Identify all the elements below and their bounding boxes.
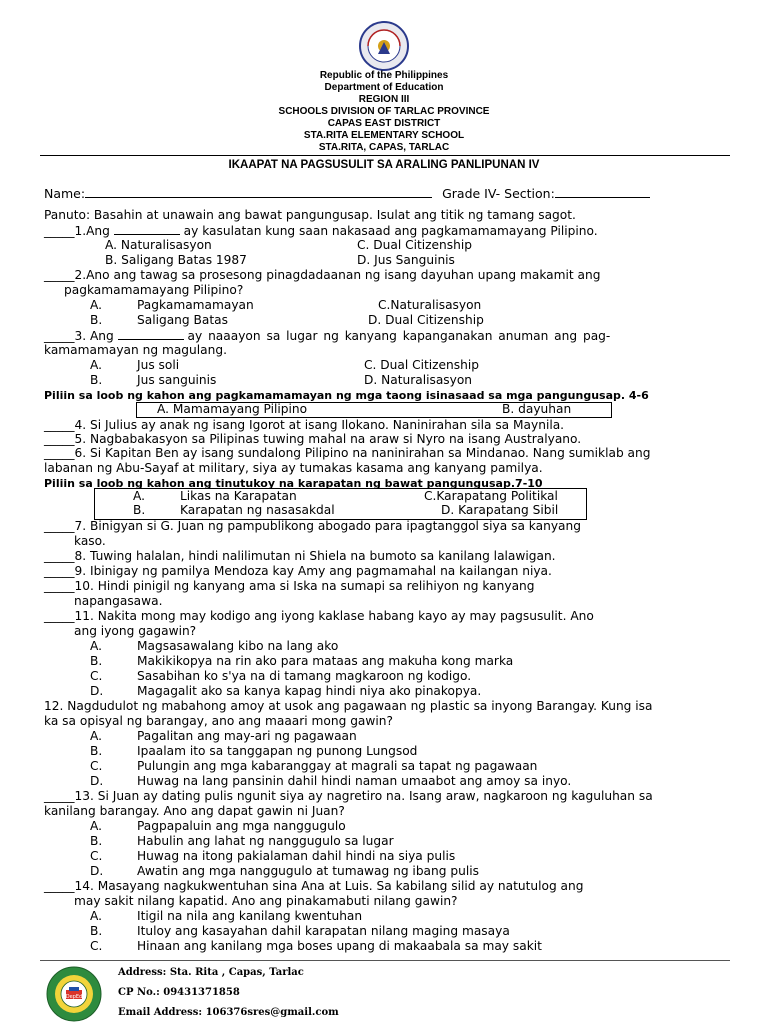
- q1-option-b: B. Saligang Batas 1987: [105, 253, 247, 267]
- q3-option-d: D. Naturalisasyon: [364, 373, 473, 387]
- school-logo-text: DepEd: [65, 994, 83, 1000]
- q12-option-b: Ipaalam ito sa tanggapan ng punong Lungsod: [137, 744, 418, 758]
- q3-stem-line2: kamamamayan ng magulang.: [44, 343, 227, 357]
- header-line-3: REGION III: [358, 94, 410, 105]
- instructions: Panuto: Basahin at unawain ang bawat pangungusap. Isulat ang titik ng tamang sagot.: [44, 208, 576, 222]
- q3-option-a: Jus soli: [137, 358, 180, 372]
- deped-seal: [358, 20, 410, 72]
- header-line-7: STA.RITA, CAPAS, TARLAC: [318, 142, 450, 153]
- q12-stem-line1: 12. Nagdudulot ng mabahong amoy at usok ang pagawaan ng plastic sa inyong Barangay. Kung isa: [44, 699, 653, 713]
- q13-option-a: Pagpapaluin ang mga nanggugulo: [137, 819, 346, 833]
- q3-option-b: Jus sanguinis: [137, 373, 217, 387]
- q11-option-a: Magsasawalang kibo na lang ako: [137, 639, 339, 653]
- footer-email-label: Email Address:: [118, 1007, 203, 1018]
- q12-option-a: Pagalitan ang may-ari ng pagawaan: [137, 729, 357, 743]
- q12-option-a-letter: A.: [90, 729, 102, 743]
- q11-option-d: Magagalit ako sa kanya kapag hindi niya ako pinakopya.: [137, 684, 482, 698]
- q14-option-c-letter: C.: [90, 939, 103, 953]
- q13-option-c: Huwag na itong pakialaman dahil hindi na siya pulis: [137, 849, 456, 863]
- q11-option-b: Makikikopya na rin ako para mataas ang makuha kong marka: [137, 654, 514, 668]
- q13-option-d-letter: D.: [90, 864, 104, 878]
- footer-address: [118, 967, 304, 978]
- q13-option-b: Habulin ang lahat ng nanggugulo sa lugar: [137, 834, 394, 848]
- q12-option-c: Pulungin ang mga kabaranggay at magrali sa tapat ng pagawaan: [137, 759, 538, 773]
- q14-stem-line1: _____14. Masayang nagkukwentuhan sina Ana at Luis. Sa kabilang silid ay natutulog ang: [44, 879, 584, 893]
- footer-cp-value: 09431371858: [163, 987, 240, 998]
- footer-email: [118, 1007, 339, 1018]
- footer-email-value[interactable]: 106376sres@gmail.com: [205, 1007, 339, 1018]
- q12-option-d-letter: D.: [90, 774, 104, 788]
- q9-text: _____9. Ibinigay ng pamilya Mendoza kay Amy ang pagmamahal na kailangan niya.: [44, 564, 552, 578]
- q8-text: _____8. Tuwing halalan, hindi nalilimutan ni Shiela na bumoto sa kanilang lalawigan.: [44, 549, 556, 563]
- q6-text-line1: _____6. Si Kapitan Ben ay isang sundalong Pilipino na naninirahan sa Mindanao. Nang sumiklab ang: [44, 446, 651, 460]
- q2-option-b: Saligang Batas: [137, 313, 228, 327]
- section3-choice-d: D. Karapatang Sibil: [441, 503, 559, 517]
- header-line-6: STA.RITA ELEMENTARY SCHOOL: [303, 130, 465, 141]
- footer-cp-label: CP No.:: [118, 987, 160, 998]
- header-line-5: CAPAS EAST DISTRICT: [327, 118, 441, 129]
- q10-text-line1: _____10. Hindi pinigil ng kanyang ama si Iska na sumapi sa relihiyon ng kanyang: [44, 579, 535, 593]
- q12-option-b-letter: B.: [90, 744, 103, 758]
- q11-option-c: Sasabihan ko s'ya na di tamang magkaroon ng kodigo.: [137, 669, 472, 683]
- q3-option-b-letter: B.: [90, 373, 103, 387]
- name-row: [44, 186, 650, 201]
- q1-option-c: C. Dual Citizenship: [357, 238, 472, 252]
- q11-stem-line2: ang iyong gagawin?: [74, 624, 197, 638]
- q1-text: ay kasulatan kung saan nakasaad ang pagkamamamayang Pilipino.: [183, 224, 598, 238]
- q2-stem-line1: _____2.Ano ang tawag sa prosesong pinagdadaanan ng isang dayuhan upang makamit ang: [44, 268, 601, 282]
- name-field[interactable]: [85, 186, 432, 198]
- q14-option-a: Itigil na nila ang kanilang kwentuhan: [137, 909, 363, 923]
- q11-option-a-letter: A.: [90, 639, 102, 653]
- q7-text-line1: _____7. Binigyan si G. Juan ng pampublikong abogado para ipagtanggol siya sa kanyang: [44, 519, 581, 533]
- q14-option-b-letter: B.: [90, 924, 103, 938]
- q2-stem-line2: pagkamamamayang Pilipino?: [64, 283, 244, 297]
- q12-stem-line2: ka sa opisyal ng barangay, ano ang maaari mong gawin?: [44, 714, 393, 728]
- section3-choice-b-letter: B.: [133, 503, 146, 517]
- section2-choice-b: B. dayuhan: [502, 402, 572, 416]
- q10-text-line2: napangasawa.: [74, 594, 163, 608]
- q2-option-b-letter: B.: [90, 313, 103, 327]
- header-line-4: SCHOOLS DIVISION OF TARLAC PROVINCE: [278, 106, 490, 117]
- section2-choice-a: A. Mamamayang Pilipino: [157, 402, 308, 416]
- q14-stem-line2: may sakit nilang kapatid. Ano ang pinakamabuti nilang gawin?: [74, 894, 458, 908]
- q13-option-a-letter: A.: [90, 819, 102, 833]
- footer-address-label: Address:: [118, 967, 167, 978]
- section3-instruction: Piliin sa loob ng kahon ang tinutukoy na karapatan ng bawat pangungusap.7-10: [44, 477, 543, 490]
- school-logo-icon: [46, 966, 102, 1022]
- q3-stem: [44, 328, 610, 344]
- q1-number: _____1.Ang: [44, 224, 110, 238]
- q1-option-a: A. Naturalisasyon: [105, 238, 212, 252]
- q7-text-line2: kaso.: [74, 534, 106, 548]
- q14-option-c: Hinaan ang kanilang mga boses upang di makaabala sa may sakit: [137, 939, 542, 953]
- q2-option-a: Pagkamamamayan: [137, 298, 254, 312]
- q1-option-d: D. Jus Sanguinis: [357, 253, 455, 267]
- footer-address-value: Sta. Rita , Capas, Tarlac: [169, 967, 304, 978]
- q13-option-b-letter: B.: [90, 834, 103, 848]
- q3-option-a-letter: A.: [90, 358, 102, 372]
- q6-text-line2: labanan ng Abu-Sayaf at military, siya ay tumakas kasama ang kanyang pamilya.: [44, 461, 543, 475]
- q2-option-a-letter: A.: [90, 298, 102, 312]
- q11-stem-line1: _____11. Nakita mong may kodigo ang iyong kaklase habang kayo ay may pagsusulit. Ano: [44, 609, 594, 623]
- deped-seal-icon: [358, 20, 410, 72]
- q13-stem-line1: _____13. Si Juan ay dating pulis ngunit siya ay nagretiro na. Isang araw, nagkaroon ng kaguluhan sa: [44, 789, 653, 803]
- section-field[interactable]: [555, 186, 650, 198]
- footer-cp: [118, 987, 240, 998]
- section2-instruction: Piliin sa loob ng kahon ang pagkamamamayan ng mga taong isinasaad sa mga pangungusap. 4-6: [44, 389, 649, 402]
- q13-option-c-letter: C.: [90, 849, 103, 863]
- q14-option-b: Ituloy ang kasayahan dahil karapatan nilang maging masaya: [137, 924, 510, 938]
- header-line-1: Republic of the Philippines: [319, 70, 449, 81]
- section3-choice-c: C.Karapatang Politikal: [424, 489, 558, 503]
- q13-stem-line2: kanilang barangay. Ano ang dapat gawin ni Juan?: [44, 804, 345, 818]
- section3-choice-b: Karapatan ng nasasakdal: [180, 503, 335, 517]
- school-logo-ring-text: [102, 966, 103, 967]
- school-logo: [46, 966, 102, 1022]
- q11-option-d-letter: D.: [90, 684, 104, 698]
- header-divider: [40, 155, 730, 156]
- name-label: Name:: [44, 186, 86, 201]
- section3-choice-a-letter: A.: [133, 489, 145, 503]
- q3-number: _____3. Ang: [44, 329, 114, 343]
- q3-blank: [118, 328, 184, 340]
- q2-option-c: C.Naturalisasyon: [378, 298, 482, 312]
- q4-text: _____4. Si Julius ay anak ng isang Igorot at isang Ilokano. Naninirahan sila sa Maynila.: [44, 418, 565, 432]
- q3-text: ay naaayon sa lugar ng kanyang kapanganakan anuman ang pag-: [187, 329, 611, 343]
- q2-option-d: D. Dual Citizenship: [368, 313, 484, 327]
- q11-option-b-letter: B.: [90, 654, 103, 668]
- q12-option-c-letter: C.: [90, 759, 103, 773]
- section3-choice-a: Likas na Karapatan: [180, 489, 297, 503]
- grade-section-label: Grade IV- Section:: [442, 186, 555, 201]
- footer-divider: [40, 960, 730, 961]
- q3-option-c: C. Dual Citizenship: [364, 358, 479, 372]
- exam-title: IKAAPAT NA PAGSUSULIT SA ARALING PANLIPUNAN IV: [228, 159, 540, 171]
- q13-option-d: Awatin ang mga nanggugulo at tumawag ng ibang pulis: [137, 864, 479, 878]
- q1-blank: [114, 223, 180, 235]
- q12-option-d: Huwag na lang pansinin dahil hindi naman umaabot ang amoy sa inyo.: [137, 774, 572, 788]
- q11-option-c-letter: C.: [90, 669, 103, 683]
- header-line-2: Department of Education: [324, 82, 444, 93]
- q14-option-a-letter: A.: [90, 909, 102, 923]
- q5-text: _____5. Nagbabakasyon sa Pilipinas tuwing mahal na araw si Nyro na isang Australyano.: [44, 432, 582, 446]
- q1-stem: [44, 223, 598, 239]
